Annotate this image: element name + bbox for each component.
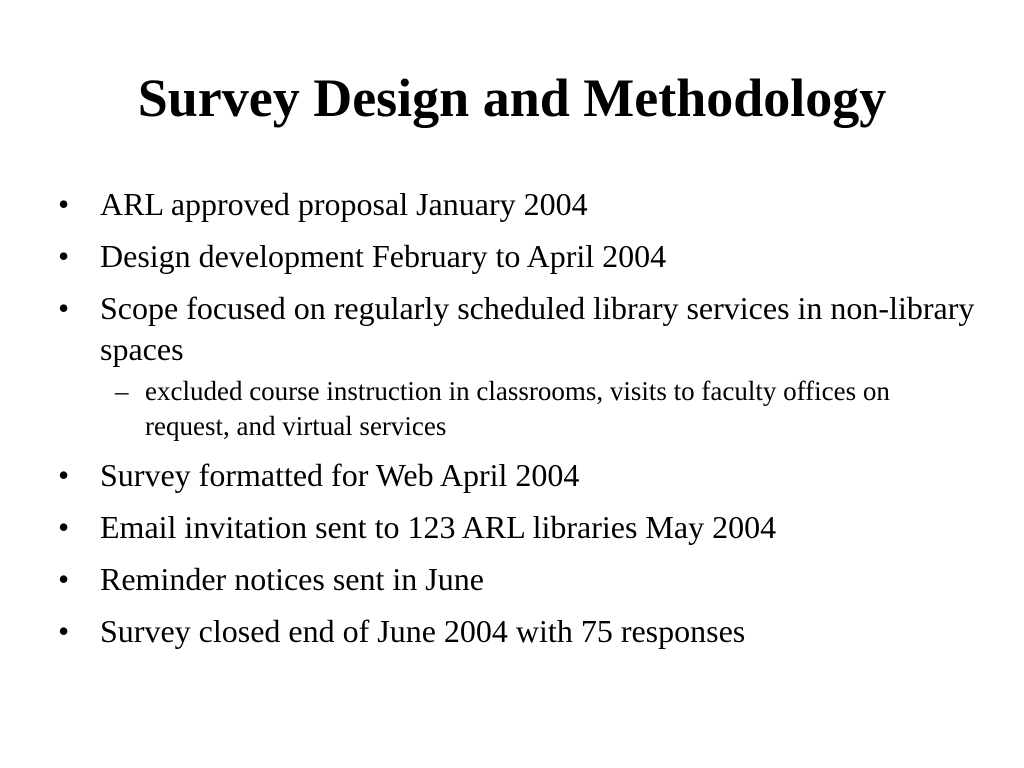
bullet-item	[58, 455, 978, 496]
bullet-text: Reminder notices sent in June	[100, 561, 484, 597]
bullet-icon: •	[58, 238, 70, 274]
bullet-item	[58, 559, 978, 600]
bullet-text: Email invitation sent to 123 ARL libraries May 2004	[100, 509, 777, 545]
bullet-text: Survey formatted for Web April 2004	[100, 457, 580, 493]
bullet-item	[58, 288, 978, 444]
bullet-text: Survey closed end of June 2004 with 75 responses	[100, 613, 746, 649]
bullet-icon: •	[58, 457, 70, 493]
bullet-item	[58, 184, 978, 225]
slide-title: Survey Design and Methodology	[137, 68, 887, 128]
bullet-text: Design development February to April 2004	[100, 238, 667, 274]
bullet-item	[58, 507, 978, 548]
bullet-item	[58, 236, 978, 277]
bullet-icon: •	[58, 290, 70, 326]
bullet-icon: •	[58, 186, 70, 222]
sub-bullet-text: excluded course instruction in classrooms, visits to faculty offices on request, and virtual services	[145, 376, 890, 441]
sub-bullet-item	[100, 374, 978, 444]
bullet-icon: •	[58, 613, 70, 649]
bullet-icon: •	[58, 561, 70, 597]
bullet-text: ARL approved proposal January 2004	[100, 186, 588, 222]
dash-icon: –	[115, 376, 129, 406]
bullet-item	[58, 611, 978, 652]
bullet-text: Scope focused on regularly scheduled library services in non-library spaces	[100, 290, 975, 367]
sub-bullet-list	[100, 374, 978, 444]
bullet-icon: •	[58, 509, 70, 545]
bullet-list	[58, 184, 978, 663]
